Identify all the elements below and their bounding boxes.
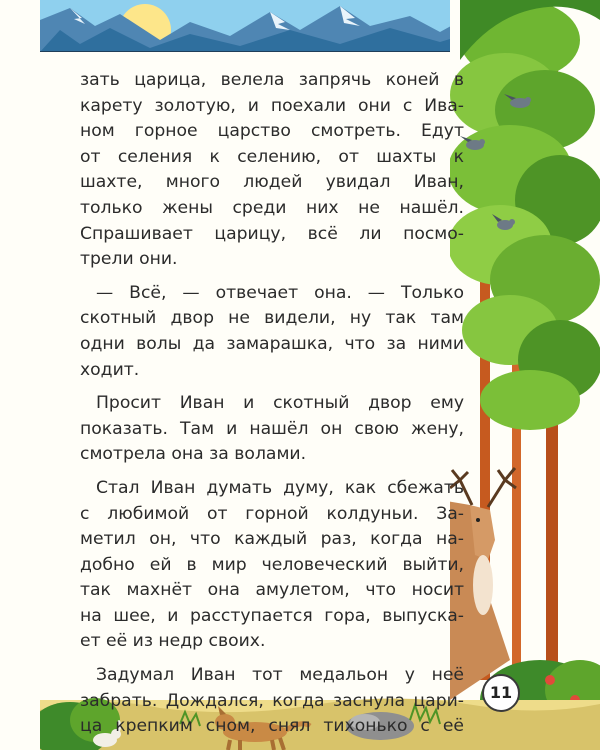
text-line: ном горное царство смотреть. Едут [80,121,464,142]
right-illustration [450,0,600,750]
text-line: скотный двор не видели, ну так там [80,308,464,329]
text-line: ца крепким сном, снял тихонько с её [80,716,464,737]
paragraph-2 [80,281,464,383]
text-line: Задумал Иван тот медальон у неё [96,665,464,686]
text-line: добно ей в мир человеческий выйти, [80,554,464,575]
text-line: показать. Там и нашёл он свою жену, [80,418,464,439]
text-line: Просит Иван и скотный двор ему [96,393,464,414]
text-line: трели они. [80,249,178,270]
text-line: с любимой от горной колдуньи. За- [80,503,464,524]
text-line: ходит. [80,359,140,380]
text-line: только жены среди них не нашёл. [80,197,464,218]
paragraph-1 [80,68,464,273]
forest-art [450,0,600,750]
page-number: 11 [482,674,520,712]
text-line: смотрела она за волами. [80,444,307,465]
text-line: Спрашивает царицу, всё ли посмо- [80,223,464,244]
top-illustration [40,0,480,52]
mountain-landscape-art [40,0,480,52]
text-line: от селения к селению, от шахты к [80,146,464,167]
story-text [80,68,464,748]
paragraph-3 [80,391,464,468]
text-line: ет её из недр своих. [80,631,266,652]
text-line: шахте, много людей увидал Иван, [80,172,464,193]
text-line: Стал Иван думать думу, как сбежать [96,477,464,498]
text-line: так махнёт она амулетом, что носит [80,580,464,601]
text-line: на шее, и расступается гора, выпуска- [80,605,464,626]
paragraph-4 [80,476,464,655]
text-line: одни волы да замарашка, что за ними [80,333,464,354]
text-line: карету золотую, и поехали они с Ива- [80,95,464,116]
text-line: зать царица, велела запрячь коней в [80,70,464,90]
paragraph-5 [80,663,464,740]
text-line: метил он, что каждый раз, когда на- [80,529,464,550]
text-line: забрать. Дождался, когда заснула цари- [80,690,464,711]
text-line: — Всё, — отвечает она. — Только [96,282,464,303]
